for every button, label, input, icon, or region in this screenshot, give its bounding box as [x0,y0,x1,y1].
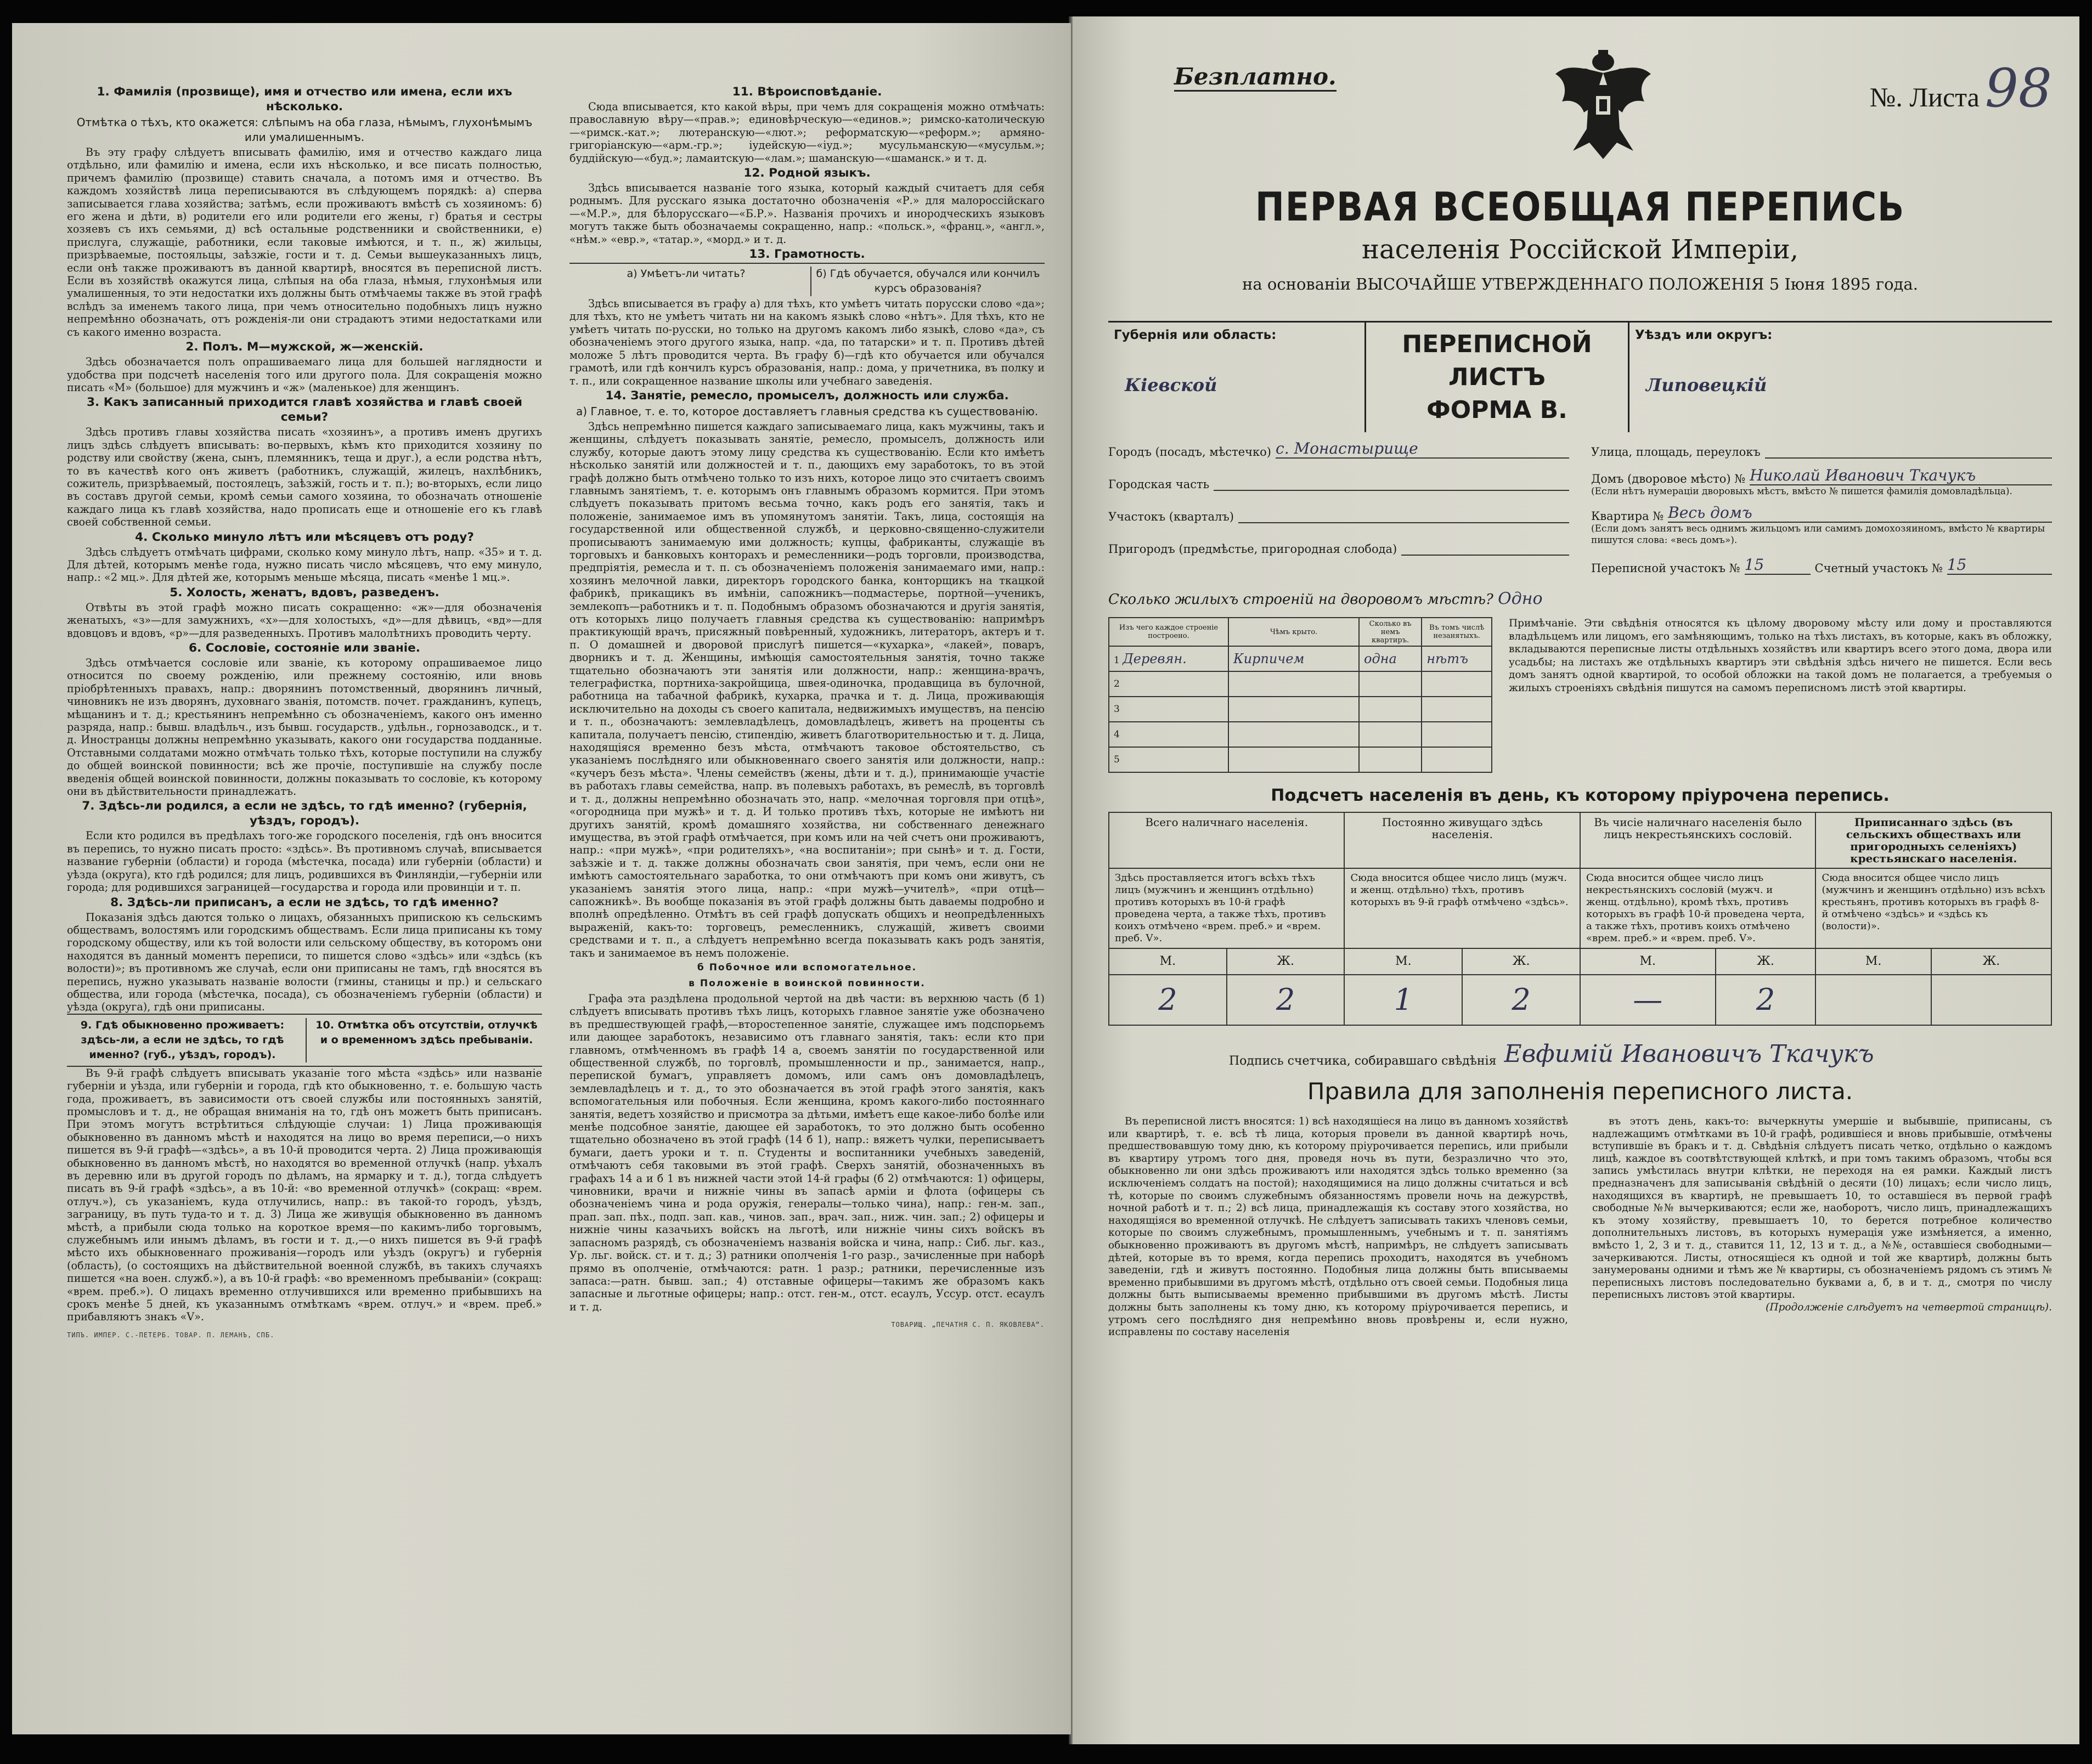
section-4-title: 4. Сколько минуло лѣтъ или мѣсяцевъ отъ роду? [135,530,474,544]
rules-column-1 [1108,1116,1568,1339]
row-number: 3 [1109,697,1228,722]
rules-column-2 [1592,1116,2052,1339]
section-9-text: Въ 9-й графѣ слѣдуетъ вписывать указаніе того мѣста «здѣсь» или названіе губерніи и уѣзда, или губерніи и города, гдѣ кто обыкновенно, т. е. большую часть года, проживаетъ, въ зависимости отъ своей службы или постоянныхъ занятій, промысловъ и т. д., не обращая вниманія на то, гдѣ онъ можетъ быть приписанъ. При этомъ могутъ встрѣтиться слѣдующіе случаи: 1) Лица проживающія обыкновенно въ данномъ мѣстѣ и находятся на лицо во время переписи,—о нихъ пишется въ 9-й графѣ—«здѣсь», а въ 10-й проводится черта. 2) Лица проживающія обыкновенно въ данномъ мѣстѣ, но находятся во временной отлучкѣ (напр. уѣхалъ въ деревню или въ другой городъ по дѣламъ, на ярмарку и т. д.), тогда слѣдуетъ писать въ 9-й графѣ «здѣсь», а въ 10-й: «во временной отлучкѣ» (сокращ: «врем. отлуч.»), съ указаніемъ, куда отлучились, напр.: въ такой-то городъ, уѣздъ, заграницу, въ путь туда-то и т. д. 3) Лица же живущія обыкновенно въ данномъ мѣстѣ, а прибыли сюда только на короткое время—по какимъ-либо торговымъ, служебнымъ или инымъ дѣламъ, въ гости и т. д.,—о нихъ пишется въ 9-й графѣ мѣсто ихъ обыкновеннаго проживанія—городъ или уѣздъ (округъ) и губернія (область), (о состоящихъ на дѣйствительной военной службѣ, въ такихъ случаяхъ пишется «на воен. служб.»), а въ 10-й графѣ: «во временномъ пребываніи» (сокращ: «врем. преб.»). О лицахъ временно отлучившихся или временно прибывшихъ на срокъ менѣе 5 дней, къ указаннымъ отмѣткамъ «врем. отлуч.» и «врем. преб.» прибавляютъ знакъ «V». [67,1066,542,1324]
population-values [1109,975,2051,1025]
non-peasant-male: — [1580,975,1716,1025]
house-note: (Если нѣтъ нумераціи дворовыхъ мѣстъ, вмѣсто № пишется фамилія домовладѣльца). [1591,486,2012,497]
present-male: 2 [1109,975,1227,1025]
section-1-text: Въ эту графу слѣдуетъ вписывать фамилію, имя и отчество каждаго лица отдѣльно, или фамилію и имена, если ихъ нѣсколько, и все писать полностью, причемъ фамилію (прозвище) ставить сначала, а потомъ имя и отчество. Въ каждомъ хозяйствѣ лица переписываются въ слѣдующемъ порядкѣ: а) сперва записывается глава хозяйства; затѣмъ, если проживаютъ вмѣстѣ съ хозяиномъ: б) его жена и дѣти, в) родители его или родители его жены, г) братья и сестры хозяевъ съ ихъ семьями, д) всѣ остальные родственники и свойственники, е) прислуга, служащіе, работники, если таковые имѣются, и т. п., ж) жильцы, призрѣваемые, постояльцы, заѣзжіе, гости и т. д. Семьи вышеуказанныхъ лицъ, если онѣ также проживаютъ въ данной квартирѣ, вносятся въ переписной листъ. Если въ хозяйствѣ окажутся лица, слѣпыя на оба глаза, нѣмыя, глухонѣмыя или умалишенныя, то эти недостатки ихъ должны быть отмѣчаемы также въ этой графѣ вслѣдъ за именемъ такого лица, при чемъ относительно подобныхъ лицъ нужно непремѣнно обозначать, отъ рожденія-ли они страдаютъ этими недостатками или съ какого именно возраста. [67,146,542,338]
census-form-page [1073,16,2079,1744]
table-row [1109,697,1492,722]
row-number: 1 [1114,655,1120,666]
house-field [1591,459,2052,486]
row-vacant: нѣтъ [1426,651,1468,666]
section-11-title: 11. Вѣроисповѣданіе. [732,85,882,99]
section-2-title: 2. Полъ. М—мужской, ж—женскій. [185,340,424,354]
form-title-box [1366,323,1629,432]
table-row [1109,747,1492,772]
section-13b-title: б) Гдѣ обучается, обучался или кончилъ курсъ образованія? [810,267,1045,296]
printer-imprint-left: ТИПЪ. ИМПЕР. С.-ПЕТЕРБ. ТОВАР. П. ЛЕМАНЪ, СПБ. [67,1331,275,1339]
census-title: ПЕРВАЯ ВСЕОБЩАЯ ПЕРЕПИСЬ [1255,184,1905,230]
pop-header-permanent: Постоянно живущаго здѣсь населенія. [1344,812,1580,868]
section-1-note: Отмѣтка о тѣхъ, кто окажется: слѣпымъ на оба глаза, нѣмымъ, глухонѣмымъ или умалишеннымъ. [76,116,533,144]
signature-label: Подпись счетчика, собиравшаго свѣдѣнія [1229,1054,1497,1068]
apartment-note: (Если домъ занятъ весь однимъ жильцомъ или самимъ домохозяиномъ, вмѣсто № квартиры пишутся слова: «весь домъ»). [1591,523,2045,546]
section-14-text-main: Здѣсь непремѣнно пишется каждаго записываемаго лица, какъ мужчины, такъ и женщины, слѣдуетъ показывать занятіе, ремесло, промыселъ, должность или службу, которые даютъ этому лицу средства къ существованію. Если кто имѣетъ нѣсколько занятій или должностей и т. п., дающихъ ему заработокъ, то въ этой графѣ должно быть отмѣчено только то изъ нихъ, которое лицо это считаетъ своимъ главнымъ занятіемъ, т. е. которымъ онъ главнымъ образомъ кормится. При этомъ слѣдуетъ показывать притомъ весьма точно, какъ родъ его занятія, такъ и положеніе, занимаемое имъ въ упомянутомъ занятіи. Такъ, лица, состоящія на государственной или общественной службѣ, и церковно-священно-служители прописываютъ занимаемую ими должность; купцы, фабриканты, служащіе въ торговыхъ и банковыхъ конторахъ и ремесленники—родъ торговли, производства, предпріятія, ремесла и т. п. съ обозначеніемъ положенія занимаемаго ими, напр.: хозяинъ мелочной лавки, директоръ городского банка, конторщикъ на ткацкой фабрикѣ, прикащикъ въ имѣніи, сапожникъ—подмастерье, портной—ученикъ, землекопъ—работникъ и т. п. Подобнымъ образомъ обозначаются и другія занятія, отъ которыхъ лицо получаетъ главныя средства къ существованію: напримѣръ практикующій врачъ, присяжный повѣренный, художникъ, литераторъ, актеръ и т. п. О домашней и дворовой прислугѣ пишется—«кухарка», «лакей», поваръ, дворникъ и т. д. Женщины, имѣющія самостоятельныя занятія, точно также тщательно обозначаютъ эти занятія или должности, напр.: женщина-врачъ, телеграфистка, портниха-закройщица, швея-одиночка, продавщица въ булочной, работница на табачной фабрикѣ, кухарка, прачка и т. д. Лица, проживающія исключительно на доходы съ своего капитала, недвижимыхъ имуществъ, на пенсію и т. п., обозначаютъ: землевладѣлецъ, домовладѣлецъ, живетъ на проценты съ капитала, получаетъ пенсію, стипендію, живетъ благотворительностью и т. д. Лица, находящіяся временно безъ мѣста, отмѣчаютъ таковое обстоятельство, съ указаніемъ послѣдняго или обыкновеннаго своего занятія или должности, напр.: «кучеръ безъ мѣста». Члены семействъ (жены, дѣти и т. д.), принимающіе участіе въ работахъ главы семейства, напр. въ полевыхъ работахъ, въ ремеслѣ, въ торговлѣ и т. д., должны непремѣнно обозначать это, напр. «мелочная торговля при отцѣ», «огородница при мужѣ» и т. д. И только противъ тѣхъ, которые не имѣютъ ни другихъ занятій, кромѣ домашняго хозяйства, ни собственнаго денежнаго имущества, въ этой графѣ отмѣчается, при комъ или на чей счетъ они проживаютъ, напр.: «при мужѣ», «при родителяхъ», «на воспитаніи»; при сынѣ» и т. д. Гости, заѣзжіе и т. д. также должны обозначать свои занятія, при чемъ, если они не имѣютъ самостоятельнаго заработка, то они отмѣчаютъ при комъ они живутъ, съ указаніемъ занятія этого лица, напр.: «при мужѣ—учителѣ», «при отцѣ—сапожникѣ». Въ вообще показанія въ этой графѣ должны быть даваемы подробно и вполнѣ опредѣленно. Отмѣтъ въ сей графѣ допускать общихъ и неопредѣленныхъ выраженій, какъ-то: торговецъ, ремесленникъ, служащій, живетъ своими средствами и т. п., а слѣдуетъ непремѣнно всегда показывать какъ родъ занятія, такъ и занимаемое въ немъ положеніе. [569,420,1045,959]
section-4-text: Здѣсь слѣдуетъ отмѣчать цифрами, сколько кому минуло лѣтъ, напр. «35» и т. д. Для дѣтей, которымъ менѣе года, нужно писать число мѣсяцевъ, что ему минуло, напр.: «2 мц.». Для дѣтей же, которымъ меньше мѣсяца, писать «менѣе 1 мц.». [67,545,542,584]
section-13a-title: а) Умѣетъ-ли читать? [627,268,746,280]
buildings-table-header [1109,618,1492,646]
form-header-grid [1108,321,2052,424]
form-title-line-1: ПЕРЕПИСНОЙ ЛИСТЪ [1402,330,1592,391]
buildings-question-label: Сколько жилыхъ строеній на дворовомъ мѣстѣ? [1108,591,1493,608]
suburb-label: Пригородъ (предмѣстье, пригородная слобода) [1108,542,1397,556]
col-header-vacant: Въ томъ числѣ незанятыхъ. [1422,618,1492,646]
apartment-label: Квартира № [1591,510,1664,523]
section-14b-title: б Побочное или вспомогательное. [697,962,917,973]
quarter-field [1108,491,1569,524]
registered-peasant-female [1931,975,2051,1025]
section-11-text: Сюда вписывается, кто какой вѣры, при чемъ для сокращенія можно отмѣчать: православную вѣру—«прав.»; единовѣрческую—«единов.»; римско-католическую—«римск.-кат.»; лютеранскую—«лют.»; реформатскую—«реформ.»; армяно-григоріанскую—«арм.-гр.»; іудейскую—«іуд.»; мусульманскую—«мусульм.»; буддійскую—«буд.»; ламаитскую—«лам.»; шаманскую—«шаманск.» и т. д. [569,100,1045,165]
quarter-label: Участокъ (кварталъ) [1108,510,1234,523]
house-value: Николай Иванович Ткачукъ [1750,466,1976,484]
female-label: Ж. [1716,948,1816,975]
row-number: 4 [1109,722,1228,747]
census-subtitle: населенія Россійской Имперіи, [1362,234,1798,265]
col-header-material: Изъ чего каждое строеніе построено. [1109,618,1228,646]
census-district-value: 15 [1744,556,1764,574]
pop-desc-registered-peasant: Сюда вносится общее число лицъ (мужчинъ и женщинъ отдѣльно) изъ всѣхъ крестьянъ, противъ которыхъ въ графѣ 8-й отмѣчено «здѣсь» и «здѣсь къ (волости)». [1815,868,2051,948]
row-roof: Кирпичем [1233,651,1305,666]
house-label: Домъ (дворовое мѣсто) № [1591,472,1746,485]
double-headed-eagle-icon [1551,47,1655,162]
apartment-value: Весь домъ [1668,504,1752,522]
gubernia-value: Кіевской [1125,375,1217,395]
town-value: с. Монастырище [1276,439,1418,457]
printer-imprint-right: ТОВАРИЩ. „ПЕЧАТНЯ С. П. ЯКОВЛЕВА“. [891,1321,1045,1329]
instructions-column-1 [67,83,542,1707]
population-descriptions [1109,868,2051,948]
gubernia-label: Губернія или область: [1114,328,1277,342]
male-label: М. [1815,948,1931,975]
section-3-text: Здѣсь противъ главы хозяйства писать «хозяинъ», а противъ именъ другихъ лицъ здѣсь слѣдуетъ вписывать: во-первыхъ, кѣмъ кто приходится хозяину по родству или свойству (жена, сынъ, племянникъ, теща и друг.), а если родства нѣтъ, то въ качествѣ кого онъ живетъ (работникъ, служащій, жилецъ, нахлѣбникъ, сожитель, призрѣваемый, постоялецъ, заѣзжій, гость и т. п.); во-вторыхъ, если лицо въ составъ другой семьи, кромѣ семьи самого хозяина, то обозначать отношеніе каждаго лица къ главѣ хозяйства, надо прописать еще и отношеніе его къ главѣ своей собственной семьи. [67,426,542,529]
uezd-label: Уѣздъ или округъ: [1635,328,1773,342]
section-5-title: 5. Холость, женатъ, вдовъ, разведенъ. [170,585,439,600]
section-3-title: 3. Какъ записанный приходится главѣ хозяйства и главѣ своей семьи? [86,395,523,425]
row-apartments: одна [1364,651,1397,666]
instructions-column-2 [569,83,1045,1707]
count-district-label: Счетный участокъ № [1814,562,1943,575]
table-row [1109,671,1492,697]
female-label: Ж. [1462,948,1580,975]
table-row [1109,722,1492,747]
section-14a-title: а) Главное, т. е. то, которое доставляетъ главныя средства къ существованію. [576,404,1039,418]
section-14c-title: в Положеніе в воинской повинности. [689,977,926,989]
suburb-field [1108,524,1569,556]
permanent-female: 2 [1462,975,1580,1025]
male-label: М. [1109,948,1227,975]
rules-title: Правила для заполненія переписного листа. [1307,1078,1853,1105]
census-basis: на основаніи ВЫСОЧАЙШЕ УТВЕРЖДЕННАГО ПОЛОЖЕНІЯ 5 Іюня 1895 года. [1242,275,1918,293]
rules-paragraph-1: Въ переписной листъ вносятся: 1) всѣ находящіеся на лицо въ данномъ хозяйствѣ или квартирѣ, т. е. всѣ тѣ лица, которыя провели въ данной квартирѣ ночь, предшествовавшую тому дню, къ которому пріурочивается перепись, или прибыли въ квартиру утромъ того дня, проведя ночь въ пути, безразлично что это, обыкновенно ли они здѣсь проживаютъ или находятся здѣсь только временно (за исключеніемъ солдатъ на постой); находящимися на лицо должны считаться и всѣ тѣ, которые по своимъ служебнымъ обязанностямъ провели ночь на дежурствѣ, ночной работѣ и т. п.; 2) всѣ лица, принадлежащія къ составу этого хозяйства, но находящіяся во временной отлучкѣ. Не слѣдуетъ записывать такихъ членовъ семьи, которые по своимъ служебнымъ, промышленнымъ, учебнымъ и т. п. занятіямъ обыкновенно проживаютъ въ другомъ мѣстѣ, напримѣръ, не слѣдуетъ записывать дѣтей, которые въ то время, когда перепись проходитъ, находятся въ учебномъ заведеніи, гдѣ и живутъ постоянно. Подобныя лица должны быть вписываемы временно прибывшими въ другомъ мѣстѣ, отдѣльно отъ своей семьи. Подобныя лица должны быть выписываемы временно прибывшими въ другомъ мѣстѣ. Листы должны быть заполнены къ тому дню, къ которому пріурочивается перепись, и утромъ сего послѣдняго дня непремѣнно вновь провѣрены и, если нужно, исправлены по составу населенія [1108,1116,1568,1338]
section-14-text-secondary: Графа эта раздѣлена продольной чертой на двѣ части: въ верхнюю часть (б 1) слѣдуетъ вписывать противъ тѣхъ лицъ, которыхъ главное занятіе уже обозначено въ предшествующей графѣ,—второстепенное занятіе, служащее имъ подспорьемъ или дающее заработокъ, независимо отъ главнаго занятія, такъ: если кто при главномъ, отмѣченномъ въ графѣ 14 а, своемъ занятіи по государственной или общественной службѣ, по торговлѣ, промышленности и пр., занимается, напр., перепиской бумагъ, управляетъ домомъ, или самъ онъ домовладѣлецъ, землевладѣлецъ и т. д., то это обозначается въ этой графѣ этого занятія, какъ вспомогательныя или побочныя. Если женщина, кромъ какого-либо постояннаго занятія, ведетъ хозяйство и присмотра за дѣтьми, имѣетъ еще какое-либо болѣе или менѣе подсобное занятіе, дающее ей заработокъ, то это должно быть особенно тщательно обозначено въ этой графѣ (14 б 1), напр.: вяжетъ чулки, переписываетъ бумаги, даетъ уроки и т. п. Студенты и воспитанники учебныхъ заведеній, отмѣчаютъ себя таковыми въ этой графѣ. Сверхъ занятій, обозначенныхъ въ графахъ 14 а и б 1 въ нижней части этой 14-й графы (б 2) отмѣчаются: 1) офицеры, чиновники, врачи и нижніе чины въ запасѣ арміи и флота (офицеры съ обозначеніемъ чина и рода оружія, генералы—только чина), напр.: ген-м. зап., прап. зап. пѣх., подп. зап. кав., чинов. зап., врач. зап., ниж. чин. зап.; 2) офицеры и нижніе чины казачьихъ войскъ на льготѣ, или нижніе чины сихъ войскъ въ запасномъ разрядѣ, съ обозначеніемъ названія войска и чина, напр.: Сиб. льг. каз., Ур. льг. войск. ст. и т. д.; 3) ратники ополченія 1-го разр., зачисленные при наборѣ прямо въ ополченіе, отмѣчаются: ратн. 1 разр.; ратники, перечисленные изъ запаса:—ратн. бывш. зап.; 4) отставные офицеры—такимъ же образомъ какъ запасные и льготные офицеры; напр.: отст. ген-м., отст. есаулъ, Уссур. отст. есаулъ и т. д. [569,992,1045,1313]
address-right-column [1591,427,2052,575]
population-headers [1109,812,2051,868]
rules-continuation: (Продолженіе слѣдуетъ на четвертой страницѣ). [1766,1301,2052,1313]
non-peasant-female: 2 [1716,975,1816,1025]
uezd-box [1629,323,2052,432]
buildings-table [1108,617,1492,773]
section-8-text: Показанія здѣсь даются только о лицахъ, обязанныхъ припискою къ сельскимъ обществамъ, волостямъ или городскимъ обществамъ. Если лица приписаны къ тому городскому обществу, или къ той волости или сельскому обществу, въ которомъ они находятся въ данный моментъ переписи, то пишется слово «здѣсь» или «здѣсь (къ волости)»; въ противномъ же случаѣ, если они приписаны не тамъ, гдѣ вносятся въ перепись, нужно указывать названіе волости (гмины, станицы и пр.) и сельскаго общества, или города (мѣстечка, посада), съ обозначеніемъ губерніи (области) и уѣзда (округа), гдѣ они приписаны. [67,911,542,1014]
col-header-apartments: Сколько въ немъ квартиръ. [1359,618,1422,646]
sheet-number-value: 98 [1984,58,2052,119]
free-label: Безплатно. [1174,63,1337,92]
apartment-field [1591,497,2052,523]
permanent-male: 1 [1344,975,1462,1025]
town-label: Городъ (посадъ, мѣстечко) [1108,445,1272,459]
signature-value: Евфимій Ивановичъ Ткачукъ [1504,1040,1874,1068]
population-count-title: Подсчетъ населенія въ день, къ которому пріурочена перепись. [1271,786,1890,805]
city-part-label: Городская часть [1108,478,1210,491]
row-number: 2 [1109,671,1228,697]
enumerator-signature [1229,1040,2052,1068]
section-6-title: 6. Сословіе, состояніе или званіе. [189,641,420,655]
female-label: Ж. [1227,948,1345,975]
buildings-note: Примѣчаніе. Эти свѣдѣнія относятся къ цѣлому дворовому мѣсту или дому и проставляются владѣльцемъ или лицомъ, его замѣняющимъ, только на тѣхъ листахъ, въ которые, какъ въ обложку, вкладываются переписные листы отдѣльныхъ хозяйствъ или квартиръ всего этого дома, двора или усадьбы; на листахъ же отдѣльныхъ квартиръ эти свѣдѣнія здѣсь ничего не пишется. Если весь домъ занятъ одной квартирой, то особой обложки на такой домъ не полагается, а требуемыя о жилыхъ строеніяхъ свѣдѣнія пишутся на самомъ переписномъ листѣ этой квартиры. [1509,618,2052,694]
population-sex-headers [1109,948,2051,975]
district-field [1591,546,2052,575]
rules-text [1108,1116,2052,1339]
female-label: Ж. [1931,948,2051,975]
section-12-text: Здѣсь вписывается названіе того языка, который каждый считаетъ для себя роднымъ. Для русскаго языка достаточно обозначенія «Р.» для малороссійскаго—«М.Р.», для бѣлорусскаго—«Б.Р.». Названія прочихъ и инородческихъ языковъ могутъ также быть обозначаемы сокращенно, напр.: «польск.», «франц.», «англ.», «нѣм.» «евр.», «татар.», «морд.» и т. д. [569,182,1045,246]
section-1-title: 1. Фамилія (прозвище), имя и отчество или имена, если ихъ нѣсколько. [97,85,512,114]
row-material: Деревян. [1123,651,1187,666]
instructions-page [12,23,1071,1734]
sheet-number-label: №. Листа [1869,82,1980,112]
pop-header-non-peasant: Въ чисіе наличнаго населенія было лицъ некрестьянскихъ сословій. [1580,812,1815,868]
count-district-value: 15 [1947,556,1967,574]
table-row [1109,646,1492,671]
section-8-title: 8. Здѣсь-ли приписанъ, а если не здѣсь, то гдѣ именно? [110,895,499,909]
census-district-label: Переписной участокъ № [1591,562,1740,575]
male-label: М. [1344,948,1462,975]
row-number: 5 [1109,747,1228,772]
col-header-roof: Чѣмъ крыто. [1228,618,1359,646]
pop-desc-non-peasant: Сюда вносится общее число лицъ некрестьянскихъ сословій (мужч. и женщ. отдѣльно), кромѣ тѣхъ, противъ которыхъ въ графѣ 10-й проведена черта, а также тѣхъ, противъ коихъ отмѣчено «врем. преб.» и «врем. преб. V». [1580,868,1815,948]
population-table [1108,812,2052,1026]
section-2-text: Здѣсь обозначается полъ опрашиваемаго лица для большей наглядности и удобства при подсчетѣ населенія того или другого пола. Для сокращенія можно писать «М» (большое) для мужчинъ и «ж» (маленькое) для женщинъ. [67,355,542,394]
section-10-title: 10. Отмѣтка объ отсутствіи, отлучкѣ и о временномъ здѣсь пребываніи. [306,1018,542,1062]
section-7-text: Если кто родился въ предѣлахъ того-же городского поселенія, гдѣ онъ вносится въ перепись, то нужно писать просто: «здѣсь». Въ противномъ случаѣ, вписывается название губерніи (области) и города (мѣстечка, посада) или губерніи (области) и уѣзда (округа), кто гдѣ родился; для лицъ, родившихся въ Финляндіи,—губерніи или города; для родившихся заграницей—государства и города или провинціи и т. п. [67,829,542,894]
section-12-title: 12. Родной языкъ. [743,166,871,180]
address-fields [1108,427,2052,575]
buildings-answer: Одно [1498,589,1543,608]
section-5-text: Отвѣты въ этой графѣ можно писать сокращенно: «ж»—для обозначенія женатыхъ, «з»—для замужнихъ, «х»—для холостыхъ, «д»—для дѣвицъ, «вд»—для вдовцовъ и вдовъ, «р»—для разведенныхъ. Противъ малолѣтнихъ проводить черту. [67,601,542,640]
buildings-question [1108,589,2052,608]
section-6-text: Здѣсь отмѣчается сословіе или званіе, къ которому опрашиваемое лицо относится по своему рожденію, или прежнему состоянію, или вновь пріобрѣтенныхъ правахъ, напр.: дворянинъ потомственный, дворянинъ личный, чиновникъ не изъ дворянъ, духовнаго званія, потомств. почет. гражданинъ, купецъ, мѣщанинъ и т. д.; крестьянинъ непремѣнно съ обозначеніемъ, какого онъ именно разряда, напр.: бывш. владѣльч., изъ бывш. государств., удѣльн., горнозаводск., и т. д. Иностранцы должны непремѣнно указывать, какого они государства подданные. Отставными солдатами можно отмѣчать только тѣхъ, которые поступили на службу до общей воинской повинности; всѣ же прочіе, поступившіе на службу после введенія общей воинской повинности, должны показывать то сословіе, къ которому они въ дѣйствительности принадлежатъ. [67,657,542,798]
registered-peasant-male [1815,975,1931,1025]
section-9-title: 9. Гдѣ обыкновенно проживаетъ: здѣсь-ли, а если не здѣсь, то гдѣ именно? (губ., уѣздъ, городъ). [80,1019,285,1061]
street-label: Улица, площадь, переулокъ [1591,445,1761,459]
present-female: 2 [1227,975,1345,1025]
section-7-title: 7. Здѣсь-ли родился, а если не здѣсь, то гдѣ именно? (губернія, уѣздъ, городъ). [82,799,527,828]
gubernia-box [1108,323,1366,432]
form-title-line-2: ФОРМА В. [1426,396,1567,424]
address-left-column [1108,427,1569,575]
section-13-text: Здѣсь вписывается въ графу а) для тѣхъ, кто умѣетъ читать порусски слово «да»; для тѣхъ, кто не умѣетъ читать ни на какомъ языкѣ слово «нѣтъ». Для тѣхъ, кто не умѣетъ читать по-русски, но только на другомъ какомъ либо языкѣ, слово «да», съ обозначеніемъ этого другого языка, напр. «да, по татарски» и т. п. Противъ дѣтей моложе 5 лѣтъ проводится черта. Въ графу б)—гдѣ кто обучается или обучался грамотѣ, или гдѣ кончилъ курсъ образованія, напр.: дома, у причетника, въ полку и т. п., или сокращенное название школы или учебнаго заведенія. [569,297,1045,387]
pop-desc-permanent: Сюда вносится общее число лицъ (мужч. и женщ. отдѣльно) тѣхъ, противъ которыхъ въ 9-й графѣ отмѣчено «здѣсь». [1344,868,1580,948]
city-part-field [1108,459,1569,491]
sheet-number-field [1870,58,2052,119]
male-label: М. [1580,948,1716,975]
pop-header-present: Всего наличнаго населенія. [1109,812,1344,868]
pop-desc-present: Здѣсь проставляется итогъ всѣхъ тѣхъ лицъ (мужчинъ и женщинъ отдѣльно) противъ которыхъ въ 10-й графѣ проведена черта, а также тѣхъ, противъ коихъ отмѣчено «врем. преб.» и «врем. преб. V». [1109,868,1344,948]
section-13-title: 13. Грамотность. [749,247,865,262]
pop-header-registered-peasant: Приписаннаго здѣсь (въ сельскихъ обществахъ или пригородныхъ селеніяхъ) крестьянскаго населенія. [1815,812,2051,868]
buildings-section [1108,617,2052,773]
section-14-title: 14. Занятіе, ремесло, промыселъ, должность или служба. [605,388,1009,403]
rules-paragraph-2: въ этотъ день, какъ-то: вычеркнуты умершіе и выбывшіе, приписаны, съ надлежащимъ отмѣтками въ 10-й графѣ, родившіеся и вновь прибывшіе, отмѣчены вступившіе въ бракъ и т. д. Свѣдѣнія слѣдуетъ писать четко, отдѣльно о каждомъ лицѣ, каждое въ соотвѣтствующей клѣткѣ, и при томъ такимъ образомъ, чтобы вся запись умѣстилась внутри клѣтки, не переходя на ея рамки. Каждый листъ предназначенъ для записыванія свѣдѣній о десяти (10) лицахъ; если число лицъ, находящихся въ квартирѣ, не превышаетъ 10, то оставшіеся въ первой графѣ свободные №№ вычеркиваются; если же, наоборотъ, число лицъ, принадлежащихъ къ этому хозяйству, превышаетъ 10, то берется потребное количество дополнительныхъ листовъ, въ которыхъ нумерація уже измѣняется, а именно, вмѣсто 1, 2, 3 и т. д., ставится 11, 12, 13 и т. д., а №№, оставшіеся свободными—зачеркиваются. Листы, относящіеся къ одной и той же квартирѣ, должны быть занумерованы одними и тѣмъ же № квартиры, съ обозначеніемъ рядомъ съ этимъ № переписныхъ листовъ последовательно буквами а, б, в и т. д., смотря по числу переписныхъ листовъ этой квартиры. [1592,1116,2052,1301]
uezd-value: Липовецкій [1646,375,1767,395]
